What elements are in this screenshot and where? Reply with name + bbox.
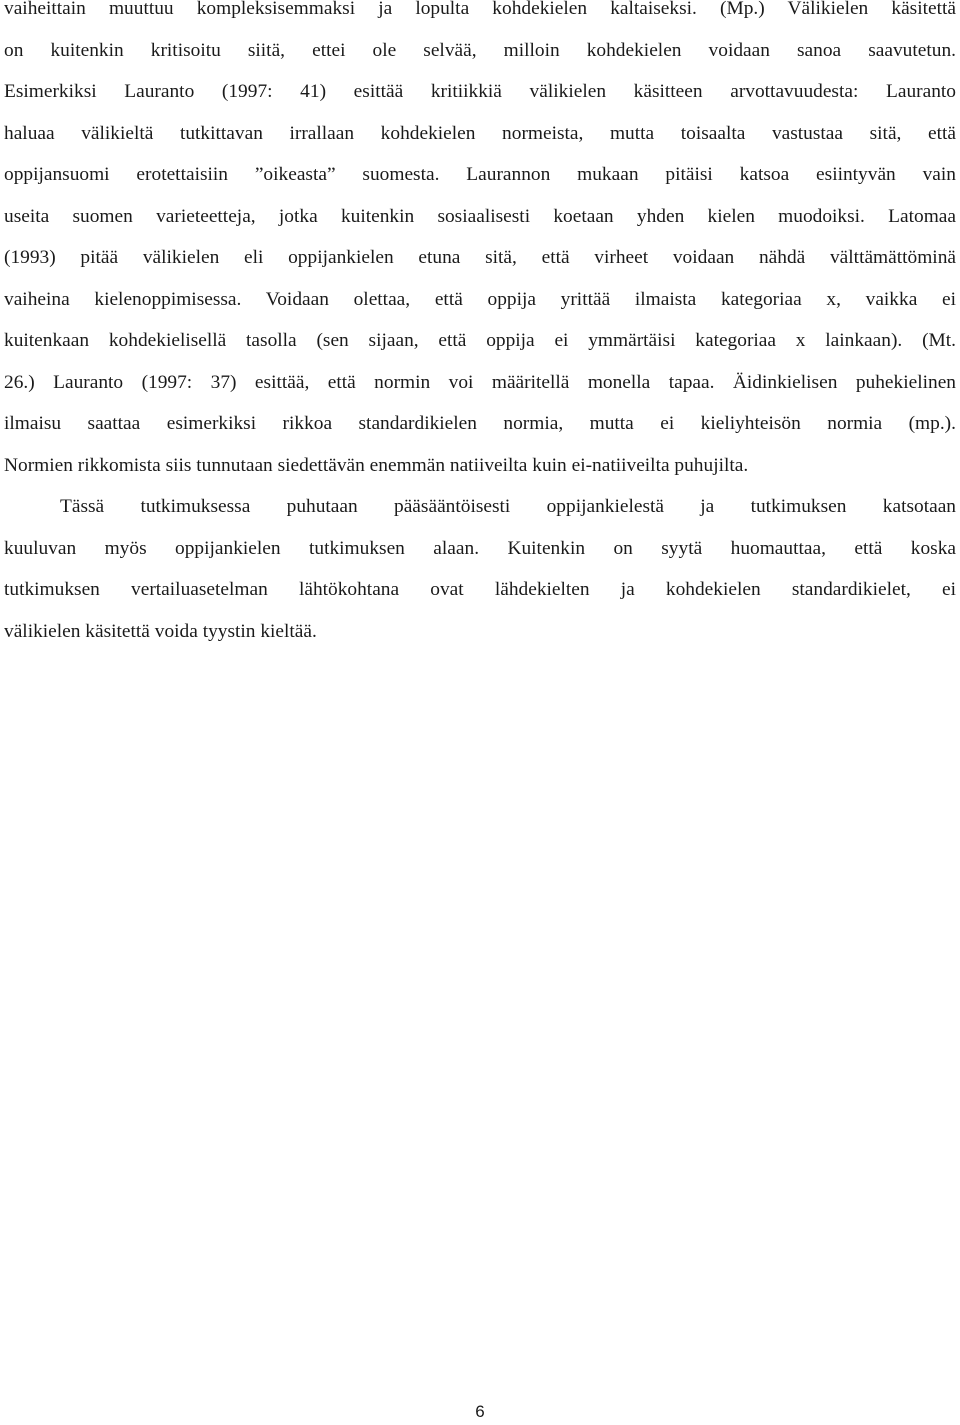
- body-text: [4, 0, 956, 652]
- text-line: on kuitenkin kritisoitu siitä, ettei ole selvää, milloin kohdekielen voidaan sanoa saavutetun.: [4, 39, 956, 61]
- text-line: Tässä tutkimuksessa puhutaan pääsääntöisesti oppijankielestä ja tutkimuksen katsotaan: [60, 496, 956, 517]
- text-line: ilmaisu saattaa esimerkiksi rikkoa standardikielen normia, mutta ei kieliyhteisön normia (mp.).: [4, 413, 956, 434]
- text-line: oppijansuomi erotettaisiin ”oikeasta” suomesta. Laurannon mukaan pitäisi katsoa esiintyvän vain: [4, 164, 956, 185]
- text-line: Normien rikkomista siis tunnutaan siedettävän enemmän natiiveilta kuin ei-natiiveilta puhujilta.: [4, 454, 749, 476]
- text-line: useita suomen varieteetteja, jotka kuitenkin sosiaalisesti koetaan yhden kielen muodoiksi. Latomaa: [4, 205, 956, 227]
- text-line: vaiheina kielenoppimisessa. Voidaan olettaa, että oppija yrittää ilmaista kategoriaa x, vaikka ei: [4, 288, 956, 310]
- text-line: (1993) pitää välikielen eli oppijankielen etuna sitä, että virheet voidaan nähdä välttämättöminä: [4, 247, 956, 268]
- paragraph-1: [4, 0, 956, 486]
- page-number: 6: [475, 1402, 485, 1421]
- text-line: välikielen käsitettä voida tyystin kieltää.: [4, 620, 317, 642]
- text-line: Esimerkiksi Lauranto (1997: 41) esittää kritiikkiä välikielen käsitteen arvottavuudesta: Lauranto: [4, 81, 956, 102]
- paragraph-2: [4, 486, 956, 652]
- text-line: haluaa välikieltä tutkittavan irrallaan kohdekielen normeista, mutta toisaalta vastustaa sitä, että: [4, 122, 956, 144]
- text-line: kuuluvan myös oppijankielen tutkimuksen alaan. Kuitenkin on syytä huomauttaa, että koska: [4, 537, 956, 559]
- text-line: vaiheittain muuttuu kompleksisemmaksi ja lopulta kohdekielen kaltaiseksi. (Mp.) Välikielen käsitettä: [4, 0, 956, 19]
- text-line: kuitenkaan kohdekielisellä tasolla (sen sijaan, että oppija ei ymmärtäisi kategoriaa x lainkaan). (Mt.: [4, 330, 956, 351]
- text-line: 26.) Lauranto (1997: 37) esittää, että normin voi määritellä monella tapaa. Äidinkielisen puhekielinen: [4, 371, 956, 393]
- text-line: tutkimuksen vertailuasetelman lähtökohtana ovat lähdekielten ja kohdekielen standardikielet, ei: [4, 579, 956, 600]
